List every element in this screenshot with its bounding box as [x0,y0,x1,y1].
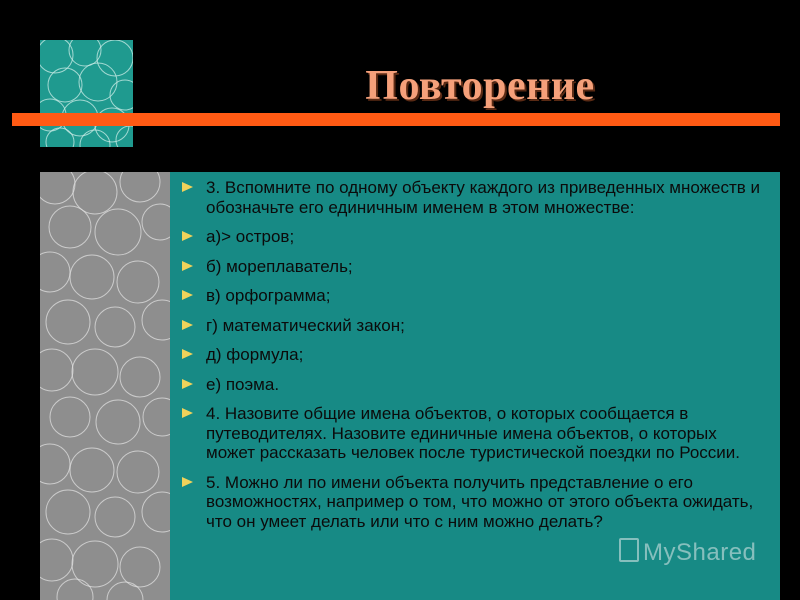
list-item [170,375,768,395]
list-item [170,404,768,463]
list-item-text: 4. Назовите общие имена объектов, о которых сообщается в путеводителях. Назовите единичные имена объектов, о которых может рассказать человек после туристической поездки по России. [206,404,740,462]
list-item-text: 3. Вспомните по одному объекту каждого из приведенных множеств и обозначьте его единичным именем в этом множестве: [206,178,761,217]
list-item-text: в) орфограмма; [206,286,331,305]
circles-pattern-icon [40,172,170,600]
list-item-text: е) поэма. [206,374,280,394]
triangle-bullet-icon [182,290,193,300]
list-item [170,178,768,217]
list-item [170,227,768,247]
triangle-bullet-icon [182,182,193,192]
list-item [170,345,768,365]
triangle-bullet-icon [182,477,193,487]
triangle-bullet-icon [182,261,193,271]
slide-title: Повторение [365,63,595,109]
triangle-bullet-icon [182,408,193,418]
title-divider [12,113,780,126]
bullet-list [170,172,780,531]
list-item-text: б) мореплаватель; [206,256,353,276]
triangle-bullet-icon [182,231,193,241]
list-item-text: д) формула; [206,345,304,364]
list-item [170,473,768,532]
watermark-text: MyShared [643,539,757,566]
list-item [170,257,768,277]
content-panel [170,172,780,600]
list-item [170,286,768,306]
decorative-circles-strip [40,172,170,600]
list-item-text: г) математический закон; [206,315,405,335]
list-item-text: 5. Можно ли по имени объекта получить представление о его возможностях, например о том, что можно от этого объекта ожидать, что он умеет делать или что с ним можно делать? [206,472,754,531]
triangle-bullet-icon [182,379,193,389]
triangle-bullet-icon [182,349,193,359]
triangle-bullet-icon [182,320,193,330]
list-item-text: а)> остров; [206,227,295,246]
list-item [170,316,768,336]
